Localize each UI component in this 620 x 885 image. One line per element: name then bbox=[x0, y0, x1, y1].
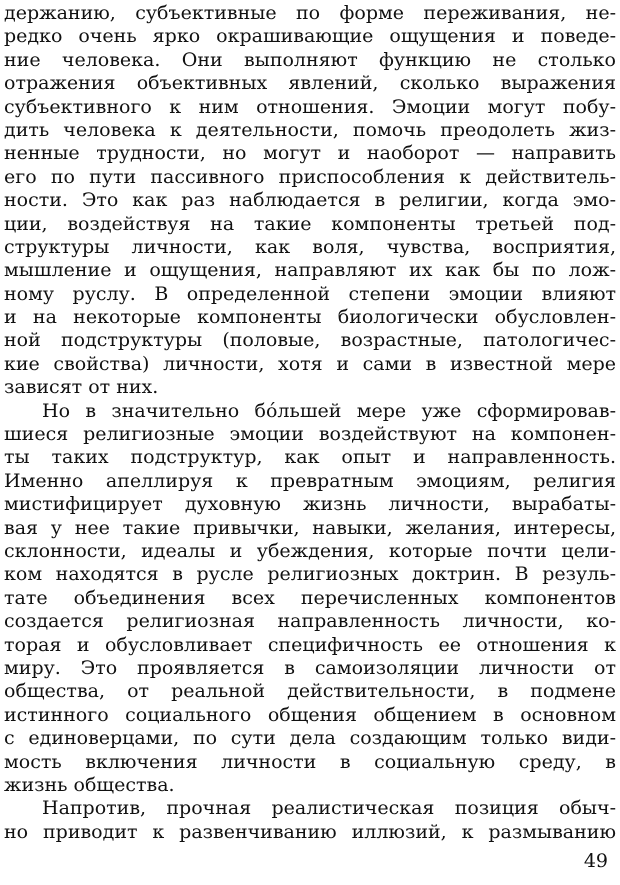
body-text bbox=[4, 2, 616, 844]
text-line: держанию, субъективные по форме переживания, не- bbox=[4, 2, 616, 24]
text-line: ком находятся в русле религиозных доктрин. В резуль- bbox=[4, 563, 616, 586]
text-line: шиеся религиозные эмоции воздействуют на компонен- bbox=[4, 423, 616, 446]
text-line: тате объединения всех перечисленных компонентов bbox=[4, 586, 616, 609]
text-line: с единоверцами, по сути дела создающим только види- bbox=[4, 727, 616, 750]
text-line: дить человека к деятельности, помочь преодолеть жиз- bbox=[4, 118, 616, 141]
text-line: ты таких подструктур, как опыт и направленность. bbox=[4, 446, 616, 469]
text-line: структуры личности, как воля, чувства, восприятия, bbox=[4, 235, 616, 258]
text-line: склонности, идеалы и убеждения, которые почти цели- bbox=[4, 539, 616, 562]
text-line: миру. Это проявляется в самоизоляции личности от bbox=[4, 656, 616, 679]
text-line: вая у нее такие привычки, навыки, желания, интересы, bbox=[4, 516, 616, 539]
text-line: зависят от них. bbox=[4, 376, 159, 399]
text-line: кие свойства) личности, хотя и сами в известной мере bbox=[4, 352, 616, 375]
text-line: Именно апеллируя к превратным эмоциям, религия bbox=[4, 469, 616, 492]
text-line: ности. Это как раз наблюдается в религии, когда эмо- bbox=[4, 189, 616, 212]
text-line: истинного социального общения общением в основном bbox=[4, 703, 616, 726]
text-line: ние человека. Они выполняют функцию не столько bbox=[4, 48, 616, 71]
text-line: ной подструктуры (половые, возрастные, патологичес- bbox=[4, 329, 616, 352]
text-line: торая и обусловливает специфичность ее отношения к bbox=[4, 633, 616, 656]
text-line: ненные трудности, но могут и наоборот — направить bbox=[4, 142, 616, 165]
text-line: ному руслу. В определенной степени эмоции влияют bbox=[4, 282, 616, 305]
text-line: Но в значительно бо́льшей мере уже сформировав- bbox=[42, 399, 616, 422]
text-line: жизнь общества. bbox=[4, 773, 175, 796]
text-line: мышление и ощущения, направляют их как бы по лож- bbox=[4, 259, 616, 282]
text-line: но приводит к развенчиванию иллюзий, к размыванию bbox=[4, 820, 616, 843]
text-line: отражения объективных явлений, сколько выражения bbox=[4, 72, 616, 95]
text-line: общества, от реальной действительности, в подмене bbox=[4, 680, 616, 703]
page-number: 49 bbox=[583, 850, 608, 872]
text-line: мистифицирует духовную жизнь личности, вырабаты- bbox=[4, 493, 616, 516]
text-line: создается религиозная направленность личности, ко- bbox=[4, 610, 616, 633]
text-line: мость включения личности в социальную среду, в bbox=[4, 750, 616, 773]
text-line: ции, воздействуя на такие компоненты третьей под- bbox=[4, 212, 616, 235]
text-line: его по пути пассивного приспособления к действитель- bbox=[4, 165, 616, 188]
text-line: редко очень ярко окрашивающие ощущения и поведе- bbox=[4, 25, 616, 48]
text-line: и на некоторые компоненты биологически обусловлен- bbox=[4, 306, 616, 329]
text-line: Напротив, прочная реалистическая позиция обыч- bbox=[42, 797, 616, 820]
text-line: субъективного к ним отношения. Эмоции могут побу- bbox=[4, 95, 616, 118]
